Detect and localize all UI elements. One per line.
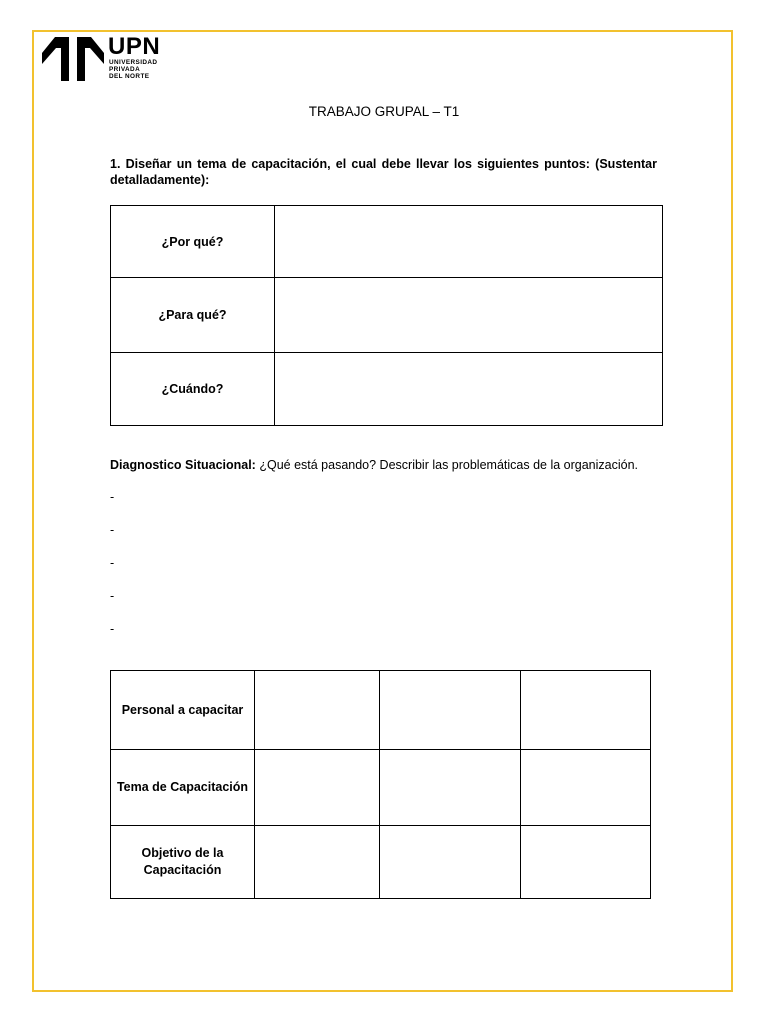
row-label: Personal a capacitar: [111, 671, 255, 750]
row-label: Tema de Capacitación: [111, 750, 255, 826]
table-cell[interactable]: [380, 826, 521, 899]
upn-logo: [42, 33, 172, 86]
row-label: ¿Cuándo?: [111, 353, 275, 426]
bullet-dash: -: [110, 622, 115, 636]
row-label: ¿Por qué?: [111, 206, 275, 278]
bullet-dash: -: [110, 556, 115, 570]
diagnostico-text: ¿Qué está pasando? Describir las problemáticas de la organización.: [255, 458, 639, 472]
logo-subtitle: [109, 59, 179, 81]
table-cell[interactable]: [380, 750, 521, 826]
diagnostico-paragraph: [110, 458, 670, 472]
bullet-dash: -: [110, 490, 115, 504]
table-cell[interactable]: [255, 826, 380, 899]
upn-arrow-icon: [42, 36, 104, 82]
bullet-dash: -: [110, 523, 115, 537]
logo-sub-line: PRIVADA: [109, 66, 141, 74]
capacitacion-table: [110, 670, 651, 899]
table-row: [111, 206, 663, 278]
table-row: [111, 671, 651, 750]
answer-cell[interactable]: [275, 278, 663, 353]
document-title: TRABAJO GRUPAL – T1: [308, 104, 460, 119]
table-row: [111, 826, 651, 899]
table-row: [111, 750, 651, 826]
table-cell[interactable]: [521, 671, 651, 750]
questions-table: [110, 205, 663, 426]
logo-wordmark: UPN: [108, 33, 161, 60]
bullet-dash: -: [110, 589, 115, 603]
question-1: 1. Diseñar un tema de capacitación, el cual debe llevar los siguientes puntos: (Sustentar detalladamente):: [110, 157, 657, 187]
table-cell[interactable]: [255, 750, 380, 826]
table-row: [111, 353, 663, 426]
logo-sub-line: UNIVERSIDAD: [109, 59, 158, 66]
logo-sub-line: DEL NORTE: [109, 73, 150, 81]
table-row: [111, 278, 663, 353]
table-cell[interactable]: [380, 671, 521, 750]
table-cell[interactable]: [521, 826, 651, 899]
row-label: Objetivo de la Capacitación: [111, 826, 255, 899]
answer-cell[interactable]: [275, 353, 663, 426]
diagnostico-label: Diagnostico Situacional:: [110, 458, 256, 472]
table-cell[interactable]: [255, 671, 380, 750]
answer-cell[interactable]: [275, 206, 663, 278]
row-label: ¿Para qué?: [111, 278, 275, 353]
table-cell[interactable]: [521, 750, 651, 826]
